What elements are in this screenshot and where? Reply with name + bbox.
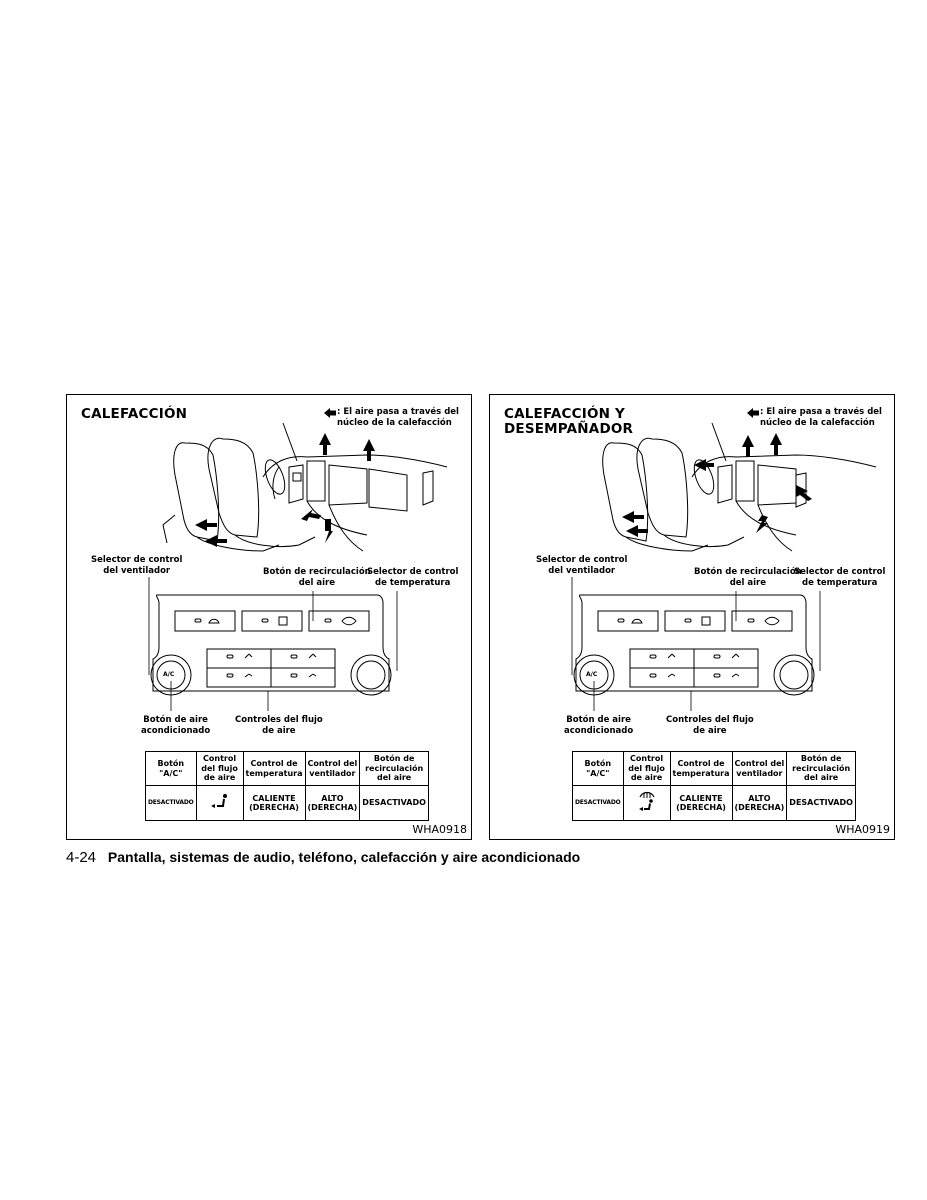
table-cell: ALTO (DERECHA) xyxy=(732,786,787,821)
table-cell: DESACTIVADO xyxy=(360,786,429,821)
airflow-controls-label: Controles del flujo de aire xyxy=(666,715,754,736)
recirculation-button-label: Botón de recirculación del aire xyxy=(694,567,802,588)
table-header: Control del ventilador xyxy=(305,752,360,786)
table-cell xyxy=(623,786,670,821)
table-cell: DESACTIVADO xyxy=(573,786,624,821)
table-header: Control del flujo de aire xyxy=(623,752,670,786)
ac-button-label: Botón de aire acondicionado xyxy=(564,715,634,736)
table-header: Botón de recirculación del aire xyxy=(360,752,429,786)
ac-knob-text: A/C xyxy=(586,671,598,678)
table-cell: ALTO (DERECHA) xyxy=(305,786,360,821)
table-header: Control del ventilador xyxy=(732,752,787,786)
figure-code: WHA0918 xyxy=(412,823,467,836)
airflow-legend: : El aire pasa a través del núcleo de la calefacción xyxy=(337,407,459,429)
hvac-control-panel xyxy=(574,595,814,695)
table-cell: DESACTIVADO xyxy=(146,786,197,821)
figure-code: WHA0919 xyxy=(835,823,890,836)
temperature-selector-label: Selector de control de temperatura xyxy=(794,567,886,588)
page-number: 4-24 xyxy=(66,849,97,866)
recirculation-button-label: Botón de recirculación del aire xyxy=(263,567,371,588)
defrost-floor-vent-icon xyxy=(636,791,658,813)
settings-table xyxy=(572,751,856,821)
heating-defrost-diagram-panel xyxy=(489,394,895,840)
chapter-title: Pantalla, sistemas de audio, teléfono, calefacción y aire acondicionado xyxy=(107,849,581,865)
hvac-control-panel xyxy=(151,595,391,695)
ac-button-label: Botón de aire acondicionado xyxy=(141,715,211,736)
heating-diagram-panel xyxy=(66,394,472,840)
cabin-illustration xyxy=(163,423,447,551)
table-cell xyxy=(196,786,243,821)
table-header: Control de temperatura xyxy=(670,752,732,786)
temperature-selector-label: Selector de control de temperatura xyxy=(367,567,459,588)
fan-control-selector-label: Selector de control del ventilador xyxy=(91,555,183,576)
airflow-arrows xyxy=(622,433,812,537)
table-header: Control del flujo de aire xyxy=(196,752,243,786)
ac-knob-text: A/C xyxy=(163,671,175,678)
floor-vent-icon xyxy=(209,792,231,812)
fan-control-selector-label: Selector de control del ventilador xyxy=(536,555,628,576)
table-header: Control de temperatura xyxy=(243,752,305,786)
table-cell: CALIENTE (DERECHA) xyxy=(670,786,732,821)
table-header: Botón de recirculación del aire xyxy=(787,752,856,786)
panel-title: CALEFACCIÓN Y DESEMPAÑADOR xyxy=(504,406,634,437)
page-footer xyxy=(66,848,580,867)
panel-title: CALEFACCIÓN xyxy=(81,406,188,422)
settings-table xyxy=(145,751,429,821)
table-header: Botón "A/C" xyxy=(146,752,197,786)
table-header: Botón "A/C" xyxy=(573,752,624,786)
table-cell: CALIENTE (DERECHA) xyxy=(243,786,305,821)
airflow-legend: : El aire pasa a través del núcleo de la calefacción xyxy=(760,407,882,429)
airflow-controls-label: Controles del flujo de aire xyxy=(235,715,323,736)
table-cell: DESACTIVADO xyxy=(787,786,856,821)
